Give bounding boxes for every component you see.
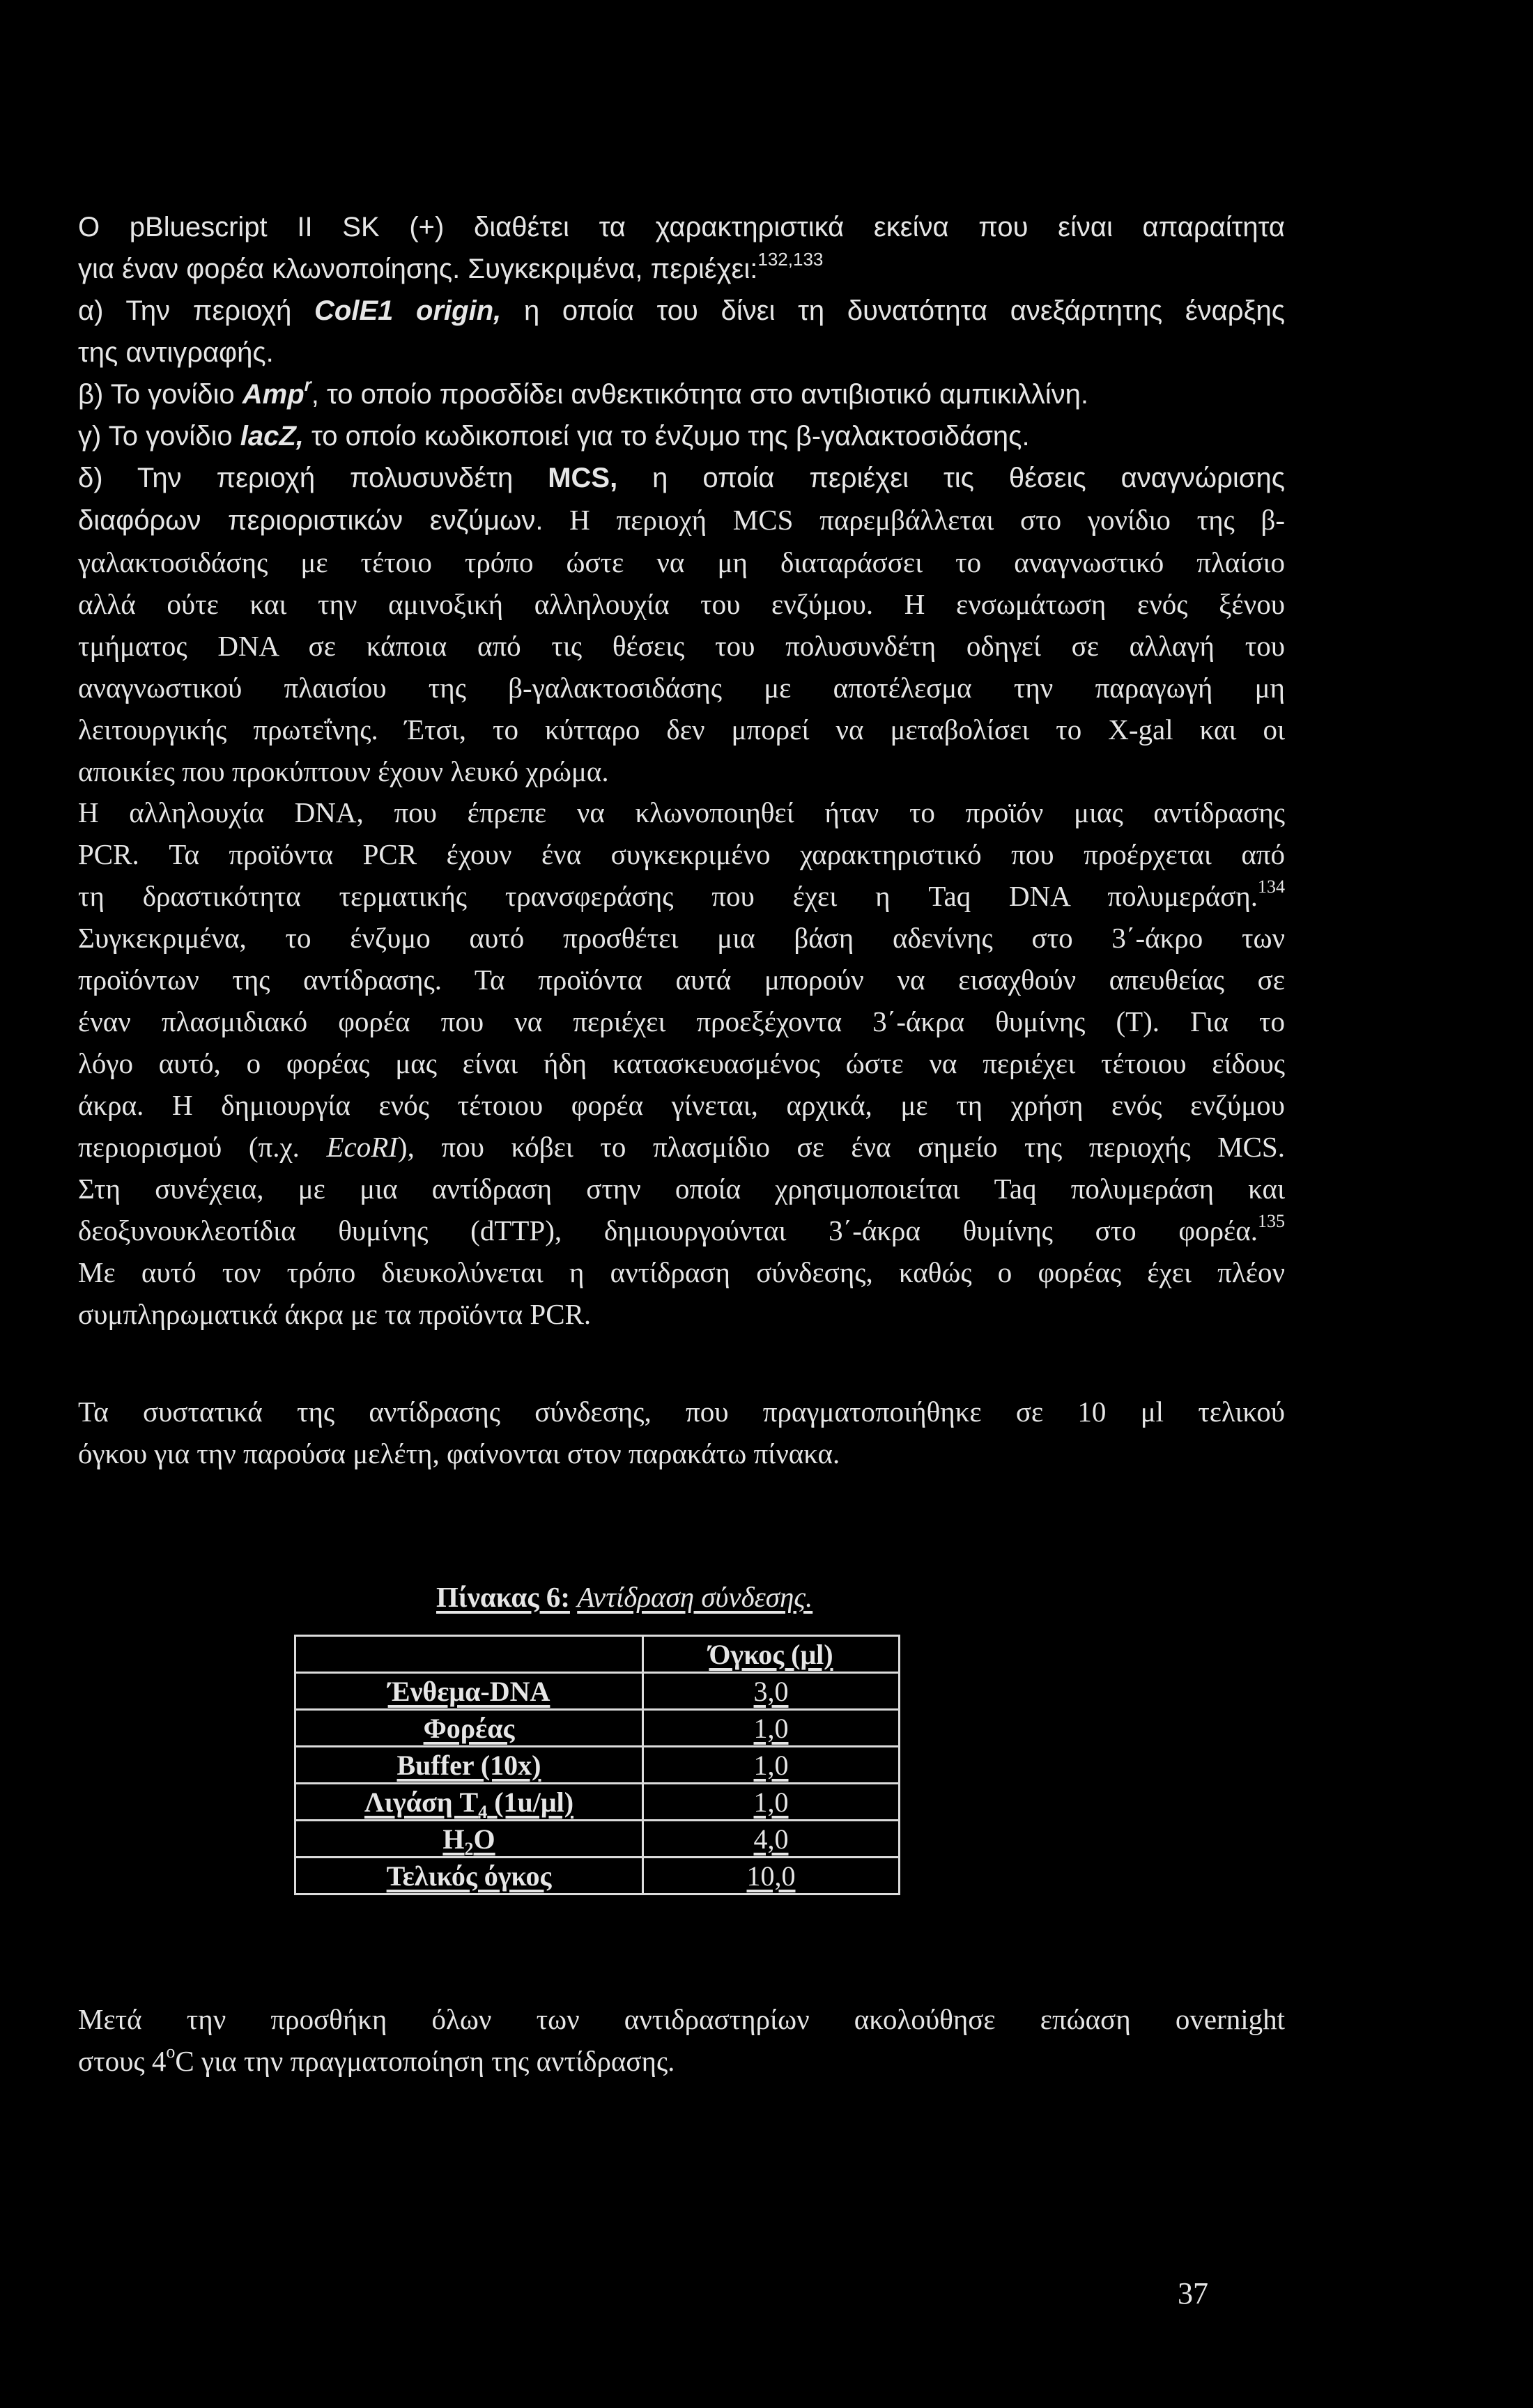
text-line (78, 248, 1285, 290)
text-line (78, 290, 1285, 332)
caption-label: Πίνακας 6: (436, 1581, 570, 1613)
term-lacz: lacZ, (240, 421, 304, 452)
text-line (78, 1084, 1285, 1126)
text-line (78, 1998, 1285, 2040)
subscript: 4 (478, 1801, 488, 1822)
text-line (78, 1251, 1285, 1293)
text-line (78, 875, 1285, 917)
text-line (78, 1391, 1285, 1433)
text: Συγκεκριμένα, το ένζυμο αυτό προσθέτει μια βάση αδενίνης στο 3΄-άκρο των (78, 922, 1285, 954)
text-line (78, 2040, 1285, 2082)
text-line (78, 332, 1285, 373)
text: της αντιγραφής. (78, 337, 274, 368)
citation: 132,133 (757, 248, 824, 270)
component-volume: 4,0 (643, 1821, 900, 1858)
component-name: Buffer (10x) (295, 1747, 643, 1784)
text: Με αυτό τον τρόπο διευκολύνεται η αντίδραση σύνδεσης, καθώς ο φορέας έχει πλέον (78, 1256, 1285, 1288)
caption-title: Αντίδραση σύνδεσης. (577, 1581, 813, 1613)
citation: 134 (1258, 877, 1285, 897)
text: αλλά ούτε και την αμινοξική αλληλουχία του ενζύμου. Η ενσωμάτωση ενός ξένου (78, 588, 1285, 620)
component-name: Φορέας (295, 1710, 643, 1747)
text: , το οποίο προσδίδει ανθεκτικότητα στο αντιβιοτικό αμπικιλλίνη. (311, 379, 1088, 410)
paragraph-pcr-products (78, 792, 1285, 1335)
text: τμήματος DNA σε κάποια από τις θέσεις του πολυσυνδέτη οδηγεί σε αλλαγή του (78, 630, 1285, 662)
text: δεοξυνουκλεοτίδια θυμίνης (dTTP), δημιουργούνται 3΄-άκρα θυμίνης στο φορέα. (78, 1214, 1258, 1247)
text-line (78, 1433, 1285, 1474)
text: Ο pBluescript II SK (+) διαθέτει τα χαρακτηριστικά εκείνα που είναι απαραίτητα (78, 212, 1285, 242)
text-line (78, 833, 1285, 875)
term-amp: Amp (242, 379, 305, 410)
text-line (78, 206, 1285, 248)
text-line (78, 667, 1285, 709)
text-line (78, 917, 1285, 959)
table-corner-cell (295, 1636, 643, 1673)
text: γ) Το γονίδιο (78, 421, 240, 452)
text: προϊόντων της αντίδρασης. Τα προϊόντα αυτά μπορούν να εισαχθούν απευθείας σε (78, 964, 1285, 996)
citation: 135 (1258, 1211, 1285, 1232)
text: C για την πραγματοποίηση της αντίδρασης. (175, 2045, 675, 2077)
text: γαλακτοσιδάσης με τέτοιο τρόπο ώστε να μη διαταράσσει το αναγνωστικό πλαίσιο (78, 546, 1285, 578)
text: αποικίες που προκύπτουν έχουν λευκό χρώμα. (78, 755, 609, 787)
text: β) Το γονίδιο (78, 379, 242, 410)
table-row (295, 1747, 900, 1784)
term-cole1-origin: ColE1 origin, (314, 295, 502, 326)
text: συμπληρωματικά άκρα με τα προϊόντα PCR. (78, 1298, 592, 1330)
text-line (78, 457, 1285, 499)
table-row (295, 1784, 900, 1821)
page-number: 37 (1178, 2276, 1208, 2310)
text-line (78, 415, 1285, 457)
subscript: 2 (464, 1838, 474, 1859)
table-row (295, 1858, 900, 1894)
text: άκρα. Η δημιουργία ενός τέτοιου φορέα γίνεται, αρχικά, με τη χρήση ενός ενζύμου (78, 1089, 1285, 1121)
text-line (78, 1293, 1285, 1335)
component-volume: 1,0 (643, 1784, 900, 1821)
text: (1u/μl) (487, 1786, 574, 1818)
text: η οποία του δίνει τη δυνατότητα ανεξάρτητης έναρξης (501, 295, 1285, 326)
component-name (295, 1784, 643, 1821)
table-row (295, 1673, 900, 1710)
paragraph-vector-features (78, 206, 1285, 792)
text: το οποίο κωδικοποιεί για το ένζυμο της β-γαλακτοσιδάσης. (303, 421, 1030, 452)
paragraph-incubation (78, 1998, 1285, 2082)
text: Τα συστατικά της αντίδρασης σύνδεσης, που πραγματοποιήθηκε σε 10 μl τελικού (78, 1396, 1285, 1428)
text: διαφόρων περιοριστικών ενζύμων. (78, 505, 544, 536)
column-header-volume: Όγκος (μl) (643, 1636, 900, 1673)
text: η οποία περιέχει τις θέσεις αναγνώρισης (617, 463, 1285, 493)
text-line (78, 499, 1285, 541)
ligation-table (294, 1635, 900, 1895)
superscript: r (304, 373, 311, 395)
text-line (78, 541, 1285, 583)
text: α) Την περιοχή (78, 295, 315, 326)
text: τη δραστικότητα τερματικής τρανσφεράσης που έχει η Taq DNA πολυμεράση. (78, 880, 1258, 912)
text-line (78, 792, 1285, 833)
text-line (78, 959, 1285, 1001)
component-volume: 1,0 (643, 1747, 900, 1784)
text: έναν πλασμιδιακό φορέα που να περιέχει προεξέχοντα 3΄-άκρα θυμίνης (Τ). Για το (78, 1005, 1285, 1037)
text: PCR. Τα προϊόντα PCR έχουν ένα συγκεκριμένο χαρακτηριστικό που προέρχεται από (78, 838, 1285, 870)
text: Η αλληλουχία DNA, που έπρεπε να κλωνοποιηθεί ήταν το προϊόν μιας αντίδρασης (78, 796, 1285, 828)
paragraph-ligation-intro (78, 1391, 1285, 1474)
text-line (78, 1210, 1285, 1251)
text-line (78, 625, 1285, 667)
text: για έναν φορέα κλωνοποίησης. Συγκεκριμένα, περιέχει: (78, 254, 758, 284)
component-volume: 3,0 (643, 1673, 900, 1710)
term-ecori: EcoRI (326, 1131, 398, 1163)
superscript: o (166, 2042, 176, 2062)
text: Η περιοχή MCS παρεμβάλλεται στο γονίδιο της β- (543, 504, 1285, 536)
table-header-row (295, 1636, 900, 1673)
text: αναγνωστικού πλαισίου της β-γαλακτοσιδάσης με αποτέλεσμα την παραγωγή μη (78, 672, 1285, 704)
component-name (295, 1821, 643, 1858)
text: ), που κόβει το πλασμίδιο σε ένα σημείο της περιοχής MCS. (397, 1131, 1285, 1163)
text-line (78, 709, 1285, 750)
table-caption (436, 1580, 812, 1614)
table-row (295, 1710, 900, 1747)
text-line (78, 1042, 1285, 1084)
text-line (78, 583, 1285, 625)
component-volume: 1,0 (643, 1710, 900, 1747)
text: Λιγάση T (364, 1786, 479, 1818)
text: Μετά την προσθήκη όλων των αντιδραστηρίων ακολούθησε επώαση overnight (78, 2003, 1285, 2035)
text: λειτουργικής πρωτεΐνης. Έτσι, το κύτταρο δεν μπορεί να μεταβολίσει το X-gal και οι (78, 713, 1285, 746)
text: O (473, 1823, 495, 1855)
component-name: Τελικός όγκος (295, 1858, 643, 1894)
table-row (295, 1821, 900, 1858)
text-line (78, 1126, 1285, 1168)
text-line (78, 1001, 1285, 1042)
text: όγκου για την παρούσα μελέτη, φαίνονται στον παρακάτω πίνακα. (78, 1437, 840, 1469)
component-name: Ένθεμα-DNA (295, 1673, 643, 1710)
text: λόγο αυτό, ο φορέας μας είναι ήδη κατασκευασμένος ώστε να περιέχει τέτοιου είδους (78, 1047, 1285, 1079)
term-mcs: MCS, (548, 463, 618, 493)
text: Στη συνέχεια, με μια αντίδραση στην οποία χρησιμοποιείται Taq πολυμεράση και (78, 1173, 1285, 1205)
text: περιορισμού (π.χ. (78, 1131, 327, 1163)
text: δ) Την περιοχή πολυσυνδέτη (78, 463, 548, 493)
text: στους 4 (78, 2045, 167, 2077)
component-volume: 10,0 (643, 1858, 900, 1894)
text-line (78, 750, 1285, 792)
text-line (78, 1168, 1285, 1210)
text: H (442, 1823, 465, 1855)
text-line (78, 373, 1285, 415)
